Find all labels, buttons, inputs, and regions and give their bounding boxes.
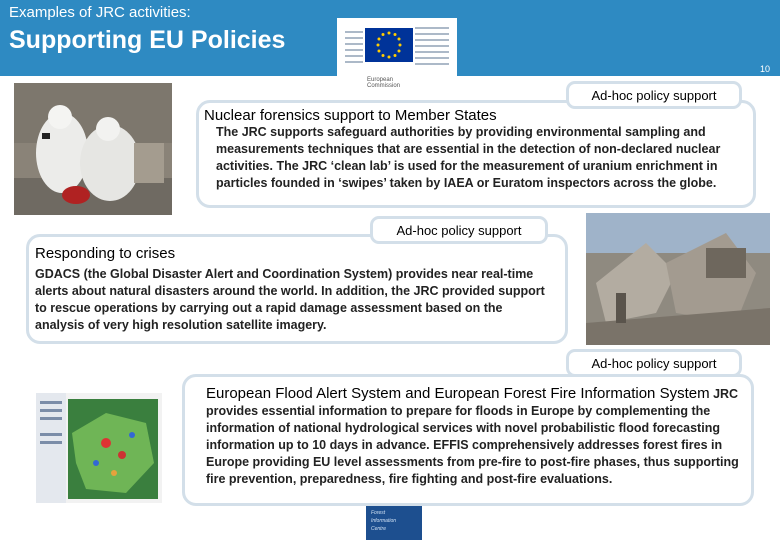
policy-tag-3: Ad-hoc policy support xyxy=(566,349,742,377)
policy-tag-2: Ad-hoc policy support xyxy=(370,216,548,244)
nuclear-forensics-body: The JRC supports safeguard authorities by providing environmental sampling and measurements techniques that are essential in the detection of non-declared nuclear activities. The JRC ‘clean lab’ is used for the measurement of uranium enrichment in particles founded in ‘swipes’ taken by IAEA or Euratom inspectors across the globe. xyxy=(216,125,721,190)
crisis-response-body: GDACS (the Global Disaster Alert and Coordination System) provides near real-time alerts about natural disasters around the world. In addition, the JRC provided support to rescue operations by carrying out a rapid damage assessment based on the analysis of very high resolution satellite imagery. xyxy=(35,267,545,332)
forest-information-logo: Forest Information Centre xyxy=(366,506,422,540)
nuclear-forensics-title: Nuclear forensics support to Member States xyxy=(204,107,497,124)
page-number: 10 xyxy=(759,64,770,74)
slide-kicker: Examples of JRC activities: xyxy=(9,4,191,21)
slide-title: Supporting EU Policies xyxy=(9,26,286,54)
flood-fire-body: JRC provides essential information to prepare for floods in Europe by complementing the information of national hydrological services with novel probabilistic flood forecasting information up to 10 days in advance. EFFIS comprehensively addresses forest fires in Europe providing EU level assessments from pre-fire to post-fire phases, thus supporting fire prevention, preparedness, fire fighting and post-fire evaluations. xyxy=(206,387,739,486)
ec-building-icon xyxy=(343,22,451,78)
crisis-response-title: Responding to crises xyxy=(35,245,176,262)
ec-logo-text: European Commission xyxy=(367,77,401,89)
flood-map-screenshot xyxy=(36,393,162,503)
policy-tag-1: Ad-hoc policy support xyxy=(566,81,742,109)
nuclear-forensics-photo xyxy=(14,83,172,215)
european-commission-logo xyxy=(337,18,457,88)
earthquake-damage-photo xyxy=(586,213,770,345)
flood-fire-title: European Flood Alert System and European Forest Fire Information System xyxy=(206,385,710,402)
flood-fire-text xyxy=(206,385,740,488)
